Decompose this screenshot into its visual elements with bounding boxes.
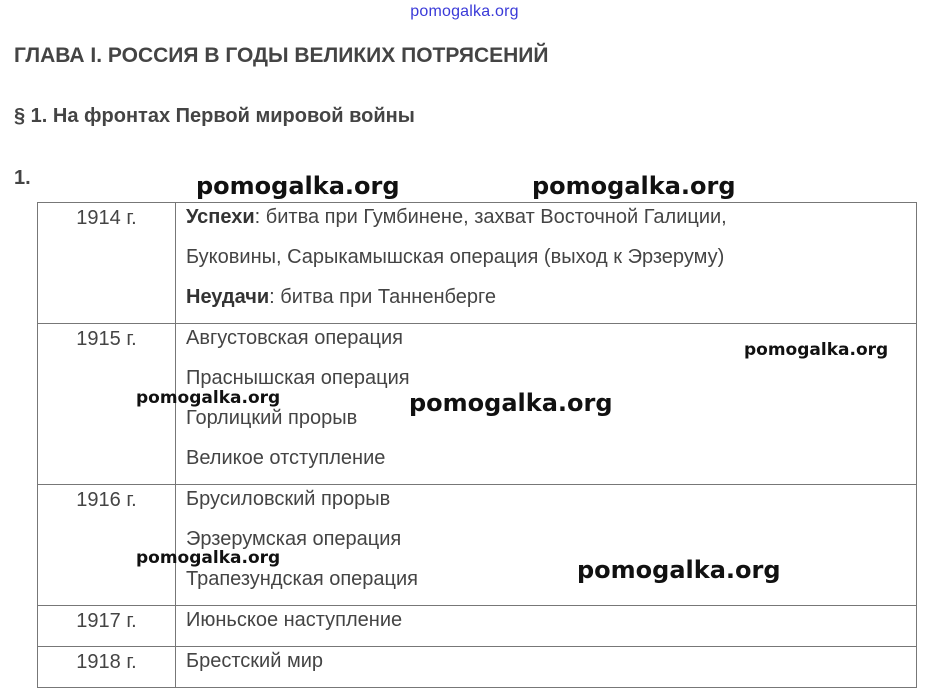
failure-label: Неудачи xyxy=(186,286,270,308)
event-item: Горлицкий прорыв xyxy=(186,407,358,429)
section-title: § 1. На фронтах Первой мировой войны xyxy=(14,105,415,127)
event-item: Брестский мир xyxy=(186,650,324,672)
table-row xyxy=(38,203,917,324)
events-cell xyxy=(176,203,917,324)
watermark-text: pomogalka.org xyxy=(409,389,613,417)
events-cell xyxy=(176,647,917,688)
success-text: : битва при Гумбинене, захват Восточной Галиции, xyxy=(254,206,727,228)
site-header-link[interactable]: pomogalka.org xyxy=(410,3,519,20)
watermark-text: pomogalka.org xyxy=(577,556,781,584)
year-cell: 1916 г. xyxy=(38,485,176,606)
failure-line xyxy=(186,287,916,323)
event-item: Великое отступление xyxy=(186,447,386,469)
chapter-title: ГЛАВА I. РОССИЯ В ГОДЫ ВЕЛИКИХ ПОТРЯСЕНИЙ xyxy=(14,44,549,67)
event-item: Брусиловский прорыв xyxy=(186,488,391,510)
event-item: Трапезундская операция xyxy=(186,568,418,590)
watermark-text: pomogalka.org xyxy=(532,172,736,200)
year-cell: 1917 г. xyxy=(38,606,176,647)
task-number: 1. xyxy=(14,167,31,189)
table-row xyxy=(38,606,917,647)
event-item: Июньское наступление xyxy=(186,609,403,631)
year-cell: 1915 г. xyxy=(38,324,176,485)
event-item: Праснышская операция xyxy=(186,367,410,389)
failure-text: : битва при Танненберге xyxy=(269,286,496,308)
watermark-text: pomogalka.org xyxy=(136,548,281,568)
success-line-2: Буковины, Сарыкамышская операция (выход к Эрзеруму) xyxy=(186,246,725,268)
table-row xyxy=(38,485,917,606)
year-cell: 1914 г. xyxy=(38,203,176,324)
success-label: Успехи xyxy=(186,206,255,228)
event-item: Августовская операция xyxy=(186,327,403,349)
success-line-1 xyxy=(186,207,916,247)
events-cell xyxy=(176,606,917,647)
events-cell xyxy=(176,485,917,606)
year-cell: 1918 г. xyxy=(38,647,176,688)
watermark-text: pomogalka.org xyxy=(196,172,400,200)
event-item: Эрзерумская операция xyxy=(186,528,402,550)
events-table xyxy=(37,202,917,688)
watermark-text: pomogalka.org xyxy=(136,388,281,408)
watermark-text: pomogalka.org xyxy=(744,340,889,360)
table-row xyxy=(38,647,917,688)
